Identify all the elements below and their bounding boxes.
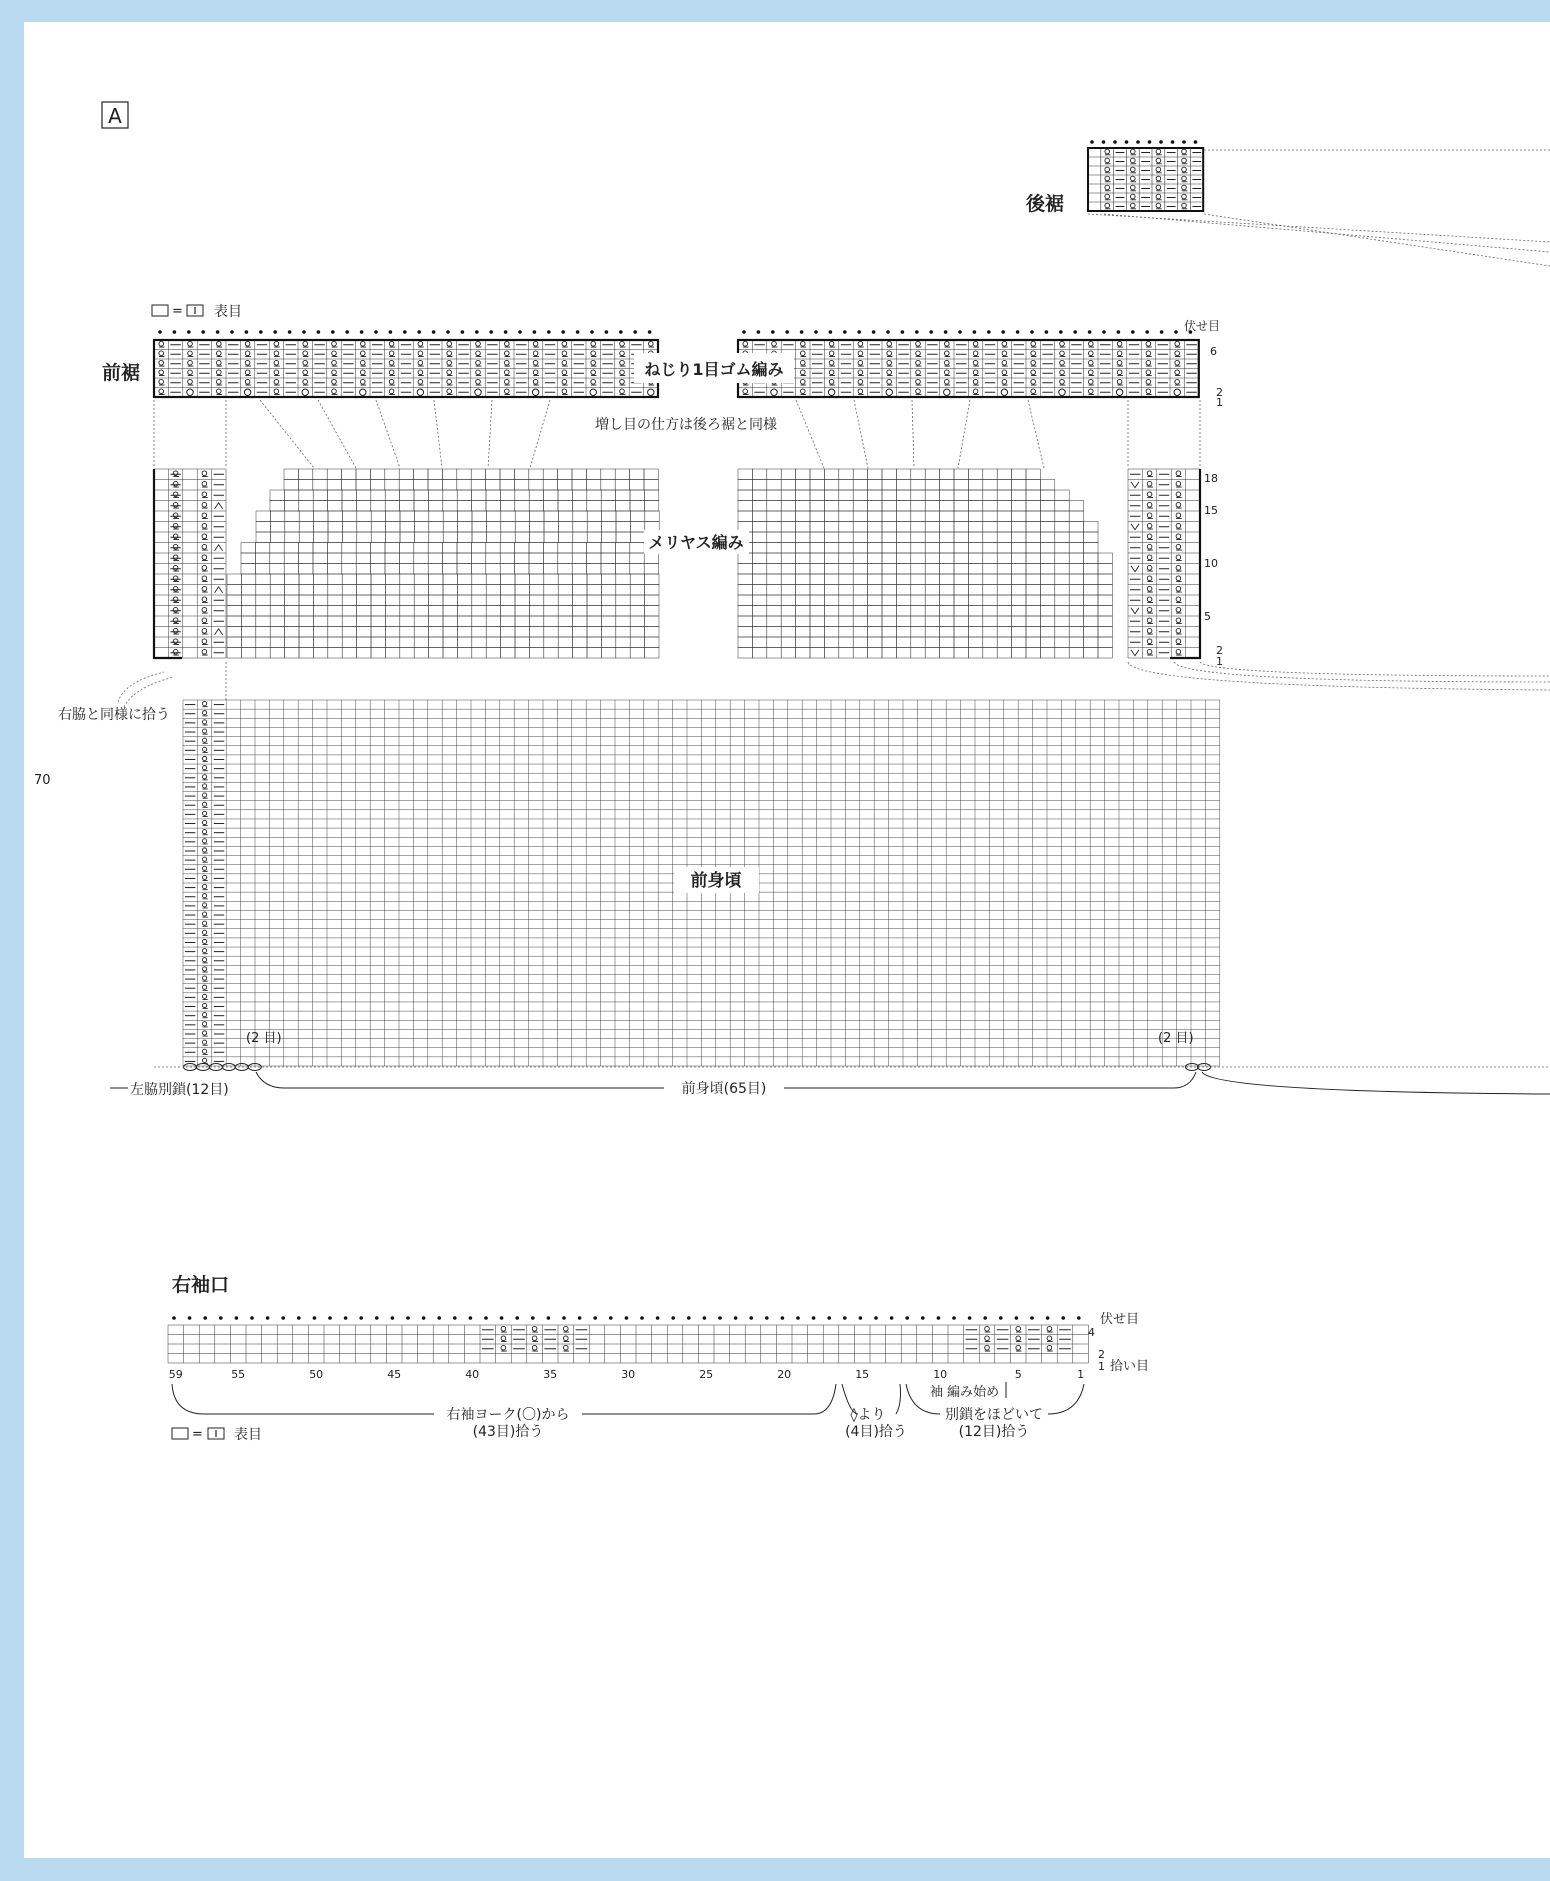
body-count: 前身頃(65目): [681, 1081, 767, 1097]
st-row-15: 15: [1204, 504, 1218, 517]
sleeve-col-number: 50: [309, 1368, 324, 1381]
front-hem-chart: [102, 303, 1550, 702]
front-hem-legend-text: 表目: [214, 304, 242, 320]
sleeve-col-number: 55: [231, 1368, 246, 1381]
sleeve-chain-2: (12目)拾う: [958, 1424, 1030, 1440]
sleeve-col-number: 25: [699, 1368, 714, 1381]
knitting-chart-diagram: [24, 22, 1550, 1858]
sleeve-yoke-1: 右袖ヨーク(〇)から: [446, 1407, 570, 1423]
st-row-10: 10: [1204, 557, 1218, 570]
sleeve-start-label: 袖 編み始め: [930, 1385, 1000, 1400]
st-row-2: 2: [1216, 644, 1223, 657]
sleeve-from-2: (4目)拾う: [845, 1424, 907, 1440]
back-hem-title: 後裾: [1026, 193, 1065, 215]
sleeve-row-4: 4: [1088, 1326, 1095, 1339]
back-hem-chart: [1025, 140, 1550, 266]
left-stitches: (2 目): [246, 1031, 282, 1046]
st-row-1: 1: [1216, 655, 1223, 668]
front-hem-row-1: 1: [1216, 396, 1223, 409]
sleeve-pick-up: 拾い目: [1110, 1359, 1150, 1374]
st-row-18: 18: [1204, 472, 1218, 485]
sleeve-cuff-chart: [168, 1273, 1149, 1443]
sleeve-yoke-2: (43目)拾う: [472, 1424, 544, 1440]
sleeve-from-1: ◊より: [850, 1407, 886, 1423]
sleeve-chain-1: 別鎖をほどいて: [945, 1407, 1043, 1423]
front-hem-legend: [152, 303, 242, 320]
page: [24, 22, 1550, 1858]
sleeve-row-2: 2: [1098, 1348, 1105, 1361]
sleeve-col-number: 30: [621, 1368, 636, 1381]
front-body-label: 前身頃: [690, 871, 742, 891]
front-hem-bind-off: 伏せ目: [1184, 319, 1221, 333]
sleeve-col-number: 59: [168, 1368, 183, 1381]
sleeve-col-number: 10: [933, 1368, 948, 1381]
stockinette-label: メリヤス編み: [648, 533, 744, 552]
section-mark: A: [108, 104, 122, 128]
right-stitches: (2 目): [1158, 1031, 1194, 1046]
sleeve-legend: [172, 1426, 262, 1443]
svg-text:=: =: [172, 304, 183, 319]
sleeve-col-number: 1: [1077, 1368, 1085, 1381]
page-number: 70: [34, 773, 51, 788]
sleeve-col-number: 5: [1014, 1368, 1022, 1381]
svg-text:=: =: [192, 1427, 203, 1442]
sleeve-col-number: 45: [387, 1368, 402, 1381]
sleeve-col-number: 35: [543, 1368, 558, 1381]
left-chain: 左脇別鎖(12目): [130, 1082, 229, 1098]
front-hem-note: 増し目の仕方は後ろ裾と同様: [595, 417, 777, 433]
sleeve-col-number: 20: [777, 1368, 792, 1381]
front-hem-pattern-label: ねじり1目ゴム編み: [644, 360, 784, 379]
sleeve-title: 右袖口: [172, 1274, 230, 1296]
sleeve-col-number: 15: [855, 1368, 870, 1381]
sleeve-row-1: 1: [1098, 1360, 1105, 1373]
front-body-chart: [58, 672, 1550, 1098]
pick-note: 右脇と同様に拾う: [58, 707, 170, 723]
front-hem-row-6: 6: [1210, 345, 1217, 358]
sleeve-legend-text: 表目: [234, 1427, 262, 1443]
st-row-5: 5: [1204, 610, 1211, 623]
front-hem-row-2: 2: [1216, 386, 1223, 399]
sleeve-bind-off: 伏せ目: [1100, 1312, 1140, 1327]
sleeve-col-number: 40: [465, 1368, 480, 1381]
front-hem-title: 前裾: [102, 362, 141, 384]
stockinette-chart: [154, 469, 1223, 668]
